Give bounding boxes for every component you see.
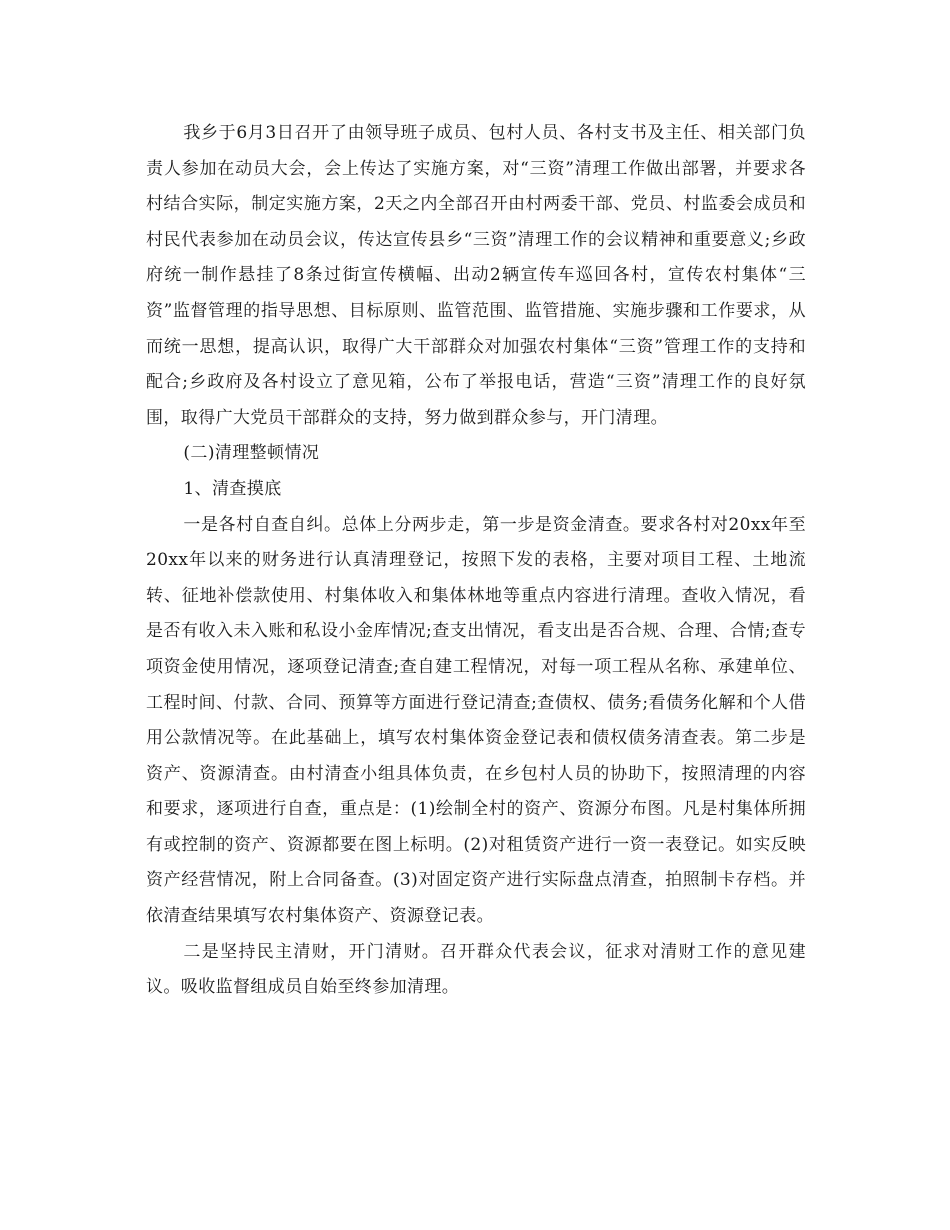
section-heading-cleanup-status: (二)清理整顿情况 xyxy=(183,443,320,464)
subsection-heading-survey: 1、清查摸底 xyxy=(183,478,282,499)
paragraph-mobilization: 我乡于6月3日召开了由领导班子成员、包村人员、各村支书及主任、相关部门负责人参加在动员大会，会上传达了实施方案，对“三资”清理工作做出部署，并要求各村结合实际，制定实施方案，2天之内全部召开由村两委干部、党员、村监委会成员和村民代表参加在动员会议，传达宣传县乡“三资”清理工作的会议精神和重要意义;乡政府统一制作悬挂了8条过街宣传横幅、出动2辆宣传车巡回各村，宣传农村集体“三资”监督管理的指导思想、目标原则、监管范围、监管措施、实施步骤和工作要求，从而统一思想，提高认识，取得广大干部群众对加强农村集体“三资”管理工作的支持和配合;乡政府及各村设立了意见箱，公布了举报电话，营造“三资”清理工作的良好氛围，取得广大党员干部群众的支持，努力做到群众参与，开门清理。 xyxy=(146,123,806,428)
paragraph-democratic-clearance: 二是坚持民主清财，开门清财。召开群众代表会议，征求对清财工作的意见建议。吸收监督组成员自始至终参加清理。 xyxy=(146,941,806,998)
document-body xyxy=(146,116,806,1006)
paragraph-self-inspection: 一是各村自查自纠。总体上分两步走，第一步是资金清查。要求各村对20xx年至20xx年以来的财务进行认真清理登记，按照下发的表格，主要对项目工程、土地流转、征地补偿款使用、村集体收入和集体林地等重点内容进行清理。查收入情况，看是否有收入未入账和私设小金库情况;查支出情况，看支出是否合规、合理、合情;查专项资金使用情况，逐项登记清查;查自建工程情况，对每一项工程从名称、承建单位、工程时间、付款、合同、预算等方面进行登记清查;查债权、债务;看债务化解和个人借用公款情况等。在此基础上，填写农村集体资金登记表和债权债务清查表。第二步是资产、资源清查。由村清查小组具体负责，在乡包村人员的协助下，按照清理的内容和要求，逐项进行自查，重点是：(1)绘制全村的资产、资源分布图。凡是村集体所拥有或控制的资产、资源都要在图上标明。(2)对租赁资产进行一资一表登记。如实反映资产经营情况，附上合同备查。(3)对固定资产进行实际盘点清查，拍照制卡存档。并依清查结果填写农村集体资产、资源登记表。 xyxy=(146,514,806,927)
